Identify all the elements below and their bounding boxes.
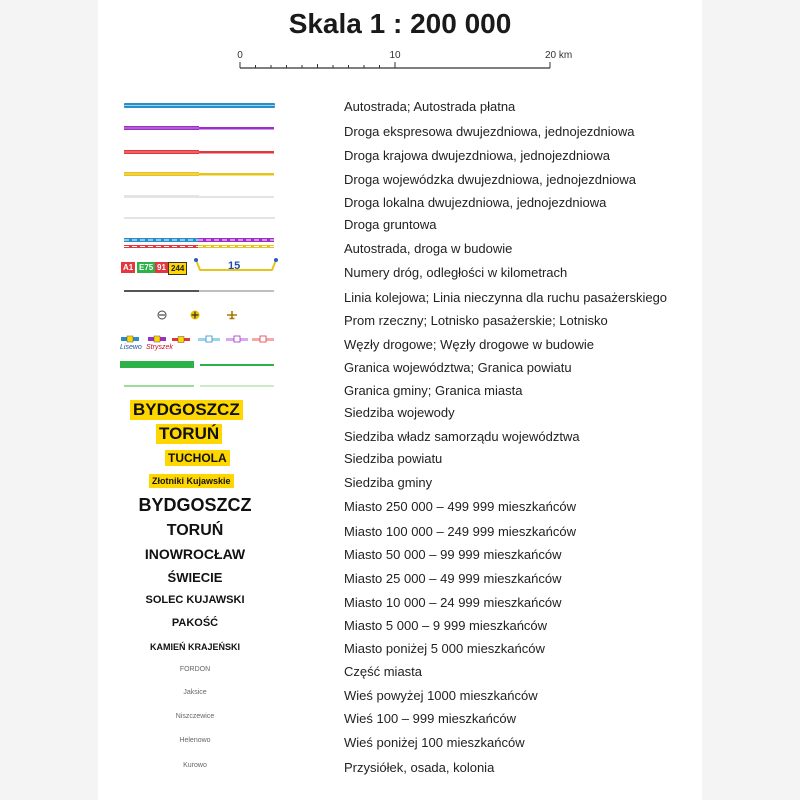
sample-village-1000: Jaksice [183,689,207,696]
motorway-symbol [124,103,275,108]
border-voivodeship-symbol [120,361,274,368]
airfield-icon [227,311,237,319]
legend-desc-voivodeship: Droga wojewódzka dwujezdniowa, jednojezdniowa [344,172,636,187]
legend-desc-ferry-airport: Prom rzeczny; Lotnisko pasażerskie; Lotnisko [344,313,608,328]
legend-desc-road-numbers: Numery dróg, odległości w kilometrach [344,265,568,280]
airport-passenger-icon [191,311,200,320]
legend-desc-seat-wojewoda: Siedziba wojewody [344,405,455,420]
voivodeship-road-symbol [124,172,274,176]
sample-seat-gmina: Złotniki Kujawskie [149,474,234,488]
legend-desc-city-10k: Miasto 10 000 – 24 999 mieszkańców [344,595,562,610]
sample-city-under5k: KAMIEŃ KRAJEŃSKI [149,642,240,652]
sample-village-small: Helenowo [179,737,211,744]
sample-city-10k: SOLEC KUJAWSKI [145,594,245,606]
map-scale-title: Skala 1 : 200 000 [288,8,512,39]
road-number-91: 91 [157,263,166,272]
legend-desc-border-voiv: Granica województwa; Granica powiatu [344,360,572,375]
legend-desc-seat-gmina: Siedziba gminy [344,475,433,490]
legend-desc-city-100k: Miasto 100 000 – 249 999 mieszkańców [344,524,576,539]
legend-desc-rail: Linia kolejowa; Linia nieczynna dla ruchu pasażerskiego [344,290,668,305]
legend-desc-village-1000: Wieś powyżej 1000 mieszkańców [344,688,538,703]
sample-city-250k: BYDGOSZCZ [138,495,252,515]
scale-label-10: 10 [389,50,401,61]
scale-label-20: 20 km [545,50,573,61]
distance-value: 15 [228,260,241,272]
ferry-icon [158,311,166,319]
scale-label-0: 0 [237,50,243,61]
junction-symbols [121,336,274,343]
sample-city-25k: ŚWIECIE [167,570,223,585]
sample-hamlet: Kurowo [183,762,207,769]
legend-desc-city-50k: Miasto 50 000 – 99 999 mieszkańców [344,547,562,562]
sample-seat-wojewoda: BYDGOSZCZ [130,400,243,420]
expressway-symbol [124,126,274,130]
local-road-symbol [124,195,274,198]
legend-desc-village-100: Wieś 100 – 999 mieszkańców [344,711,516,726]
legend-desc-expressway: Droga ekspresowa dwujezdniowa, jednojezdniowa [344,124,635,139]
legend-desc-city-250k: Miasto 250 000 – 499 999 mieszkańców [344,499,576,514]
road-number-244: 244 [168,262,187,275]
legend-desc-city-25k: Miasto 25 000 – 49 999 mieszkańców [344,571,562,586]
road-number-e75: E75 [139,263,154,272]
road-number-a1: A1 [123,263,134,272]
junction-name-1: Lisewo [120,344,142,351]
legend-desc-motorway: Autostrada; Autostrada płatna [344,99,516,114]
sample-seat-powiat: TUCHOLA [165,450,230,466]
legend-desc-city-part: Część miasta [344,664,423,679]
junction-name-2: Stryszek [146,344,173,351]
legend-desc-village-small: Wieś poniżej 100 mieszkańców [344,735,525,750]
legend-desc-border-gmina: Granica gminy; Granica miasta [344,383,523,398]
legend-desc-city-5k: Miasto 5 000 – 9 999 mieszkańców [344,618,548,633]
legend-desc-local: Droga lokalna dwujezdniowa, jednojezdniowa [344,195,607,210]
legend-desc-seat-samorzad: Siedziba władz samorządu województwa [344,429,580,444]
legend-desc-hamlet: Przysiółek, osada, kolonia [344,760,495,775]
construction-symbol [124,238,274,248]
legend-desc-junctions: Węzły drogowe; Węzły drogowe w budowie [344,337,594,352]
national-road-symbol [124,150,274,154]
sample-city-5k: PAKOŚĆ [171,617,219,629]
legend-desc-city-under5k: Miasto poniżej 5 000 mieszkańców [344,641,545,656]
legend-desc-construction: Autostrada, droga w budowie [344,241,513,256]
sample-city-part: FORDON [179,666,211,673]
sample-village-100: Niszczewice [175,713,215,720]
legend-desc-national: Droga krajowa dwujezdniowa, jednojezdniowa [344,148,610,163]
sample-seat-samorzad: TORUŃ [156,424,222,444]
legend-desc-dirt: Droga gruntowa [344,217,437,232]
sample-city-100k: TORUŃ [166,522,224,539]
sample-city-50k: INOWROCŁAW [144,546,246,562]
legend-desc-seat-powiat: Siedziba powiatu [344,451,443,466]
